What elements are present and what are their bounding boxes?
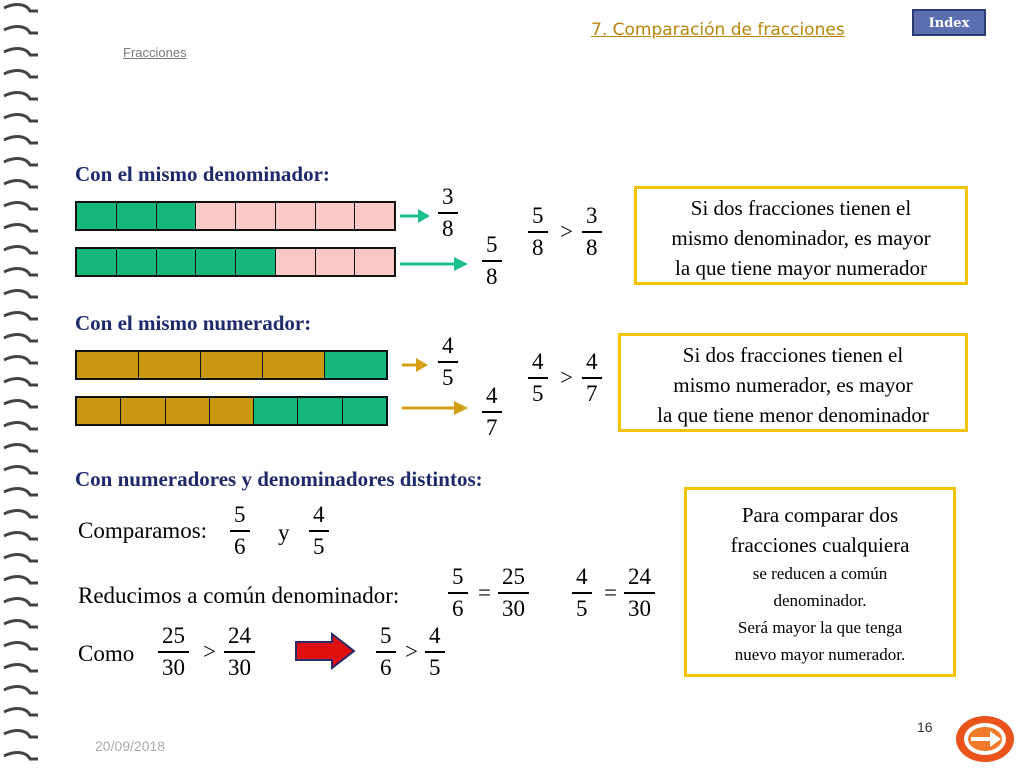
conjunction-y: y [278,520,290,545]
arrow-right-icon [454,401,468,415]
equals-sign: = [604,580,617,605]
bar-cell [236,249,276,275]
binding-ring [4,5,38,11]
binding-ring [4,247,38,253]
bar-cell [139,352,201,378]
binding-ring [4,555,38,561]
bar-cell [117,249,157,275]
arrow-right-icon [418,209,430,223]
rule-line: denominador. [773,591,867,610]
rule-box-same-numerator [618,333,968,432]
binding-ring [4,577,38,583]
bar-cell [196,249,236,275]
binding-ring [4,93,38,99]
fraction-bar-4-7 [75,396,388,426]
comparison-right-4-7: 4 7 [582,350,602,406]
spiral-binding [0,0,44,768]
fraction-bar-5-8 [75,247,396,277]
bar-cell [121,398,165,424]
fraction-bar-3-8 [75,201,396,231]
binding-ring [4,269,38,275]
reduce-label: Reducimos a común denominador: [78,583,400,608]
binding-ring [4,489,38,495]
binding-ring [4,291,38,297]
bar-cell [343,398,386,424]
section-same-denominator-heading: Con el mismo denominador: [75,162,330,186]
rule-line: la que tiene menor denominador [657,403,929,427]
binding-ring [4,599,38,605]
section-same-numerator-heading: Con el mismo numerador: [75,311,312,335]
binding-ring [4,467,38,473]
equals-sign: = [478,580,491,605]
binding-ring [4,203,38,209]
bar-cell [157,203,197,229]
comparison-left-5-8: 5 8 [528,204,548,260]
arrow-right-icon [454,257,468,271]
result-right-4-5: 4 5 [425,624,445,680]
bar-cell [157,249,197,275]
bar-cell [77,249,117,275]
binding-ring [4,115,38,121]
binding-ring [4,709,38,715]
binding-ring [4,753,38,759]
slide-title[interactable]: 7. Comparación de fracciones [591,20,845,40]
fraction-3-8: 3 8 [438,185,458,241]
rule-line: Si dos fracciones tienen el [682,343,904,367]
greater-than-sign: > [560,365,573,390]
fraction-5-6: 5 6 [230,503,250,559]
binding-ring [4,49,38,55]
greater-than-sign: > [405,639,418,664]
binding-ring [4,445,38,451]
binding-ring [4,621,38,627]
eq1-right-25-30: 25 30 [498,565,529,621]
binding-ring [4,313,38,319]
bar-cell [325,352,386,378]
rule-line: mismo numerador, es mayor [673,373,913,397]
greater-than-sign: > [203,639,216,664]
rule-line: Será mayor la que tenga [737,618,903,637]
bar-cell [196,203,236,229]
bar-cell [77,352,139,378]
binding-ring [4,379,38,385]
binding-ring [4,687,38,693]
eq1-left-5-6: 5 6 [448,565,468,621]
bar-cell [316,249,356,275]
binding-ring [4,181,38,187]
comparison-left-4-5: 4 5 [528,350,548,406]
bar-cell [201,352,263,378]
bar-cell [276,203,316,229]
fraction-4-7: 4 7 [482,384,502,440]
rule-box-general [684,487,956,677]
bar-cell [117,203,157,229]
compare-label: Comparamos: [78,518,208,543]
page-number: 16 [917,719,933,735]
como-left-25-30: 25 30 [158,624,189,680]
index-button[interactable]: Index [912,9,986,36]
binding-ring [4,357,38,363]
rule-line: fracciones cualquiera [730,533,910,557]
fraction-4-5: 4 5 [438,334,458,390]
rule-line: mismo denominador, es mayor [671,226,931,250]
bar-cell [263,352,325,378]
bar-cell [298,398,342,424]
binding-ring [4,533,38,539]
eq2-left-4-5: 4 5 [572,565,592,621]
bar-cell [355,203,394,229]
bar-cell [355,249,394,275]
result-left-5-6: 5 6 [376,624,396,680]
rule-line: se reducen a común [752,564,888,583]
arrow-right-icon [416,358,428,372]
como-right-24-30: 24 30 [224,624,255,680]
binding-ring [4,511,38,517]
binding-ring [4,643,38,649]
fraction-bar-4-5 [75,350,388,380]
binding-ring [4,335,38,341]
arrow-right-icon [294,632,356,670]
binding-ring [4,665,38,671]
rule-box-same-denominator [634,186,968,285]
bar-cell [316,203,356,229]
next-page-icon[interactable] [954,714,1016,764]
footer-date: 20/09/2018 [95,738,166,754]
rule-line: la que tiene mayor numerador [675,256,927,280]
binding-ring [4,731,38,737]
bar-cell [77,398,121,424]
bar-cell [77,203,117,229]
como-label: Como [78,641,135,666]
greater-than-sign: > [560,219,573,244]
section-different-heading: Con numeradores y denominadores distintos: [75,467,483,491]
rule-line: nuevo mayor numerador. [734,645,906,664]
eq2-right-24-30: 24 30 [624,565,655,621]
bar-cell [276,249,316,275]
bar-cell [236,203,276,229]
fraction-4-5: 4 5 [309,503,329,559]
comparison-right-3-8: 3 8 [582,204,602,260]
rule-line: Para comparar dos [741,503,899,527]
binding-ring [4,423,38,429]
binding-ring [4,159,38,165]
binding-ring [4,401,38,407]
arrows-section1 [398,200,473,275]
binding-ring [4,27,38,33]
bar-cell [210,398,254,424]
arrows-section2 [398,350,473,425]
binding-ring [4,71,38,77]
breadcrumb-fracciones[interactable]: Fracciones [123,45,187,60]
bar-cell [166,398,210,424]
fraction-5-8: 5 8 [482,233,502,289]
binding-ring [4,225,38,231]
rule-line: Si dos fracciones tienen el [690,196,912,220]
binding-ring [4,137,38,143]
bar-cell [254,398,298,424]
